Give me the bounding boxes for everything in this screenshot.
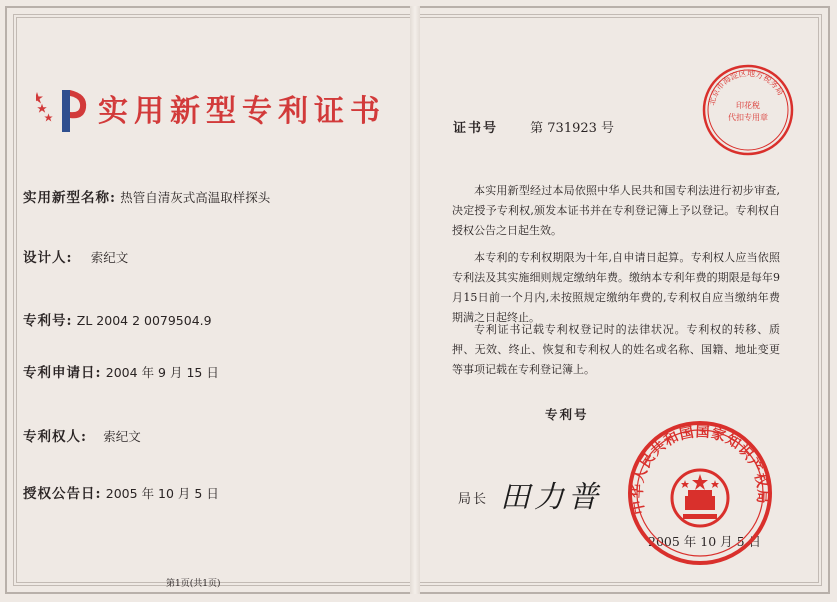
utility-model-name-row: [23, 186, 270, 206]
filing-date-value: 2004 年 9 月 15 日: [105, 365, 219, 380]
tax-stamp-seal-icon: [700, 62, 796, 158]
patentee-value: 索纪文: [103, 429, 141, 444]
patentee-label: 专利权人:: [23, 429, 87, 445]
patentee-row: [23, 425, 141, 445]
certificate-number-label: 证书号: [453, 121, 499, 136]
national-ip-office-seal-icon: [625, 418, 775, 568]
patent-office-logo-icon: [36, 80, 96, 140]
utility-model-name-value: 热管自清灰式高温取样探头: [120, 190, 271, 205]
certificate-number-value: 第 731923 号: [530, 121, 615, 136]
certificate-title: 实用新型专利证书: [98, 94, 386, 129]
utility-model-name-label: 实用新型名称:: [23, 190, 116, 206]
filing-date-label: 专利申请日:: [23, 365, 102, 381]
svg-text:北京市海淀区地方税务局: 北京市海淀区地方税务局: [707, 68, 786, 107]
director-signature: 田力普: [500, 480, 602, 515]
svg-text:中华人民共和国国家知识产权局: 中华人民共和国国家知识产权局: [629, 424, 771, 516]
patent-number-label: 专利号:: [23, 313, 73, 329]
grant-date-value: 2005 年 10 月 5 日: [105, 486, 219, 501]
issue-date: 2005 年 10 月 5 日: [648, 534, 762, 549]
inventor-row: [23, 246, 128, 266]
inventor-label: 设计人:: [23, 250, 73, 266]
patent-number-value: ZL 2004 2 0079504.9: [76, 313, 212, 328]
filing-date-row: [23, 361, 219, 381]
svg-text:印花税: 印花税: [736, 101, 760, 110]
inventor-value: 索纪文: [90, 250, 129, 265]
paragraph-grant: 本实用新型经过本局依照中华人民共和国专利法进行初步审查,决定授予专利权,颁发本证书并在专利登记簿上予以登记。专利权自授权公告之日起生效。: [452, 184, 780, 237]
certificate-number-row: [453, 117, 614, 136]
grant-date-row: [23, 482, 219, 502]
patent-number-row: [23, 309, 212, 329]
paragraph-term: 本专利的专利权期限为十年,自申请日起算。专利权人应当依照专利法及其实施细则规定缴纳年费。缴纳本专利年费的期限是每年9月15日前一个月内,未按照规定缴纳年费的,专利权自应当缴纳年费期满之日起终止。: [452, 251, 780, 324]
svg-text:代扣专用章: 代扣专用章: [728, 113, 768, 122]
patent-number-caption: 专利号: [545, 407, 589, 422]
page-fold: [410, 6, 420, 594]
paragraph-legal-status: 专利证书记载专利权登记时的法律状况。专利权的转移、质押、无效、终止、恢复和专利权人的姓名或名称、国籍、地址变更等事项记载在专利登记簿上。: [452, 323, 780, 376]
grant-date-label: 授权公告日:: [23, 486, 102, 502]
director-label: 局长: [458, 492, 489, 507]
page-footer: 第1页(共1页): [166, 579, 221, 589]
